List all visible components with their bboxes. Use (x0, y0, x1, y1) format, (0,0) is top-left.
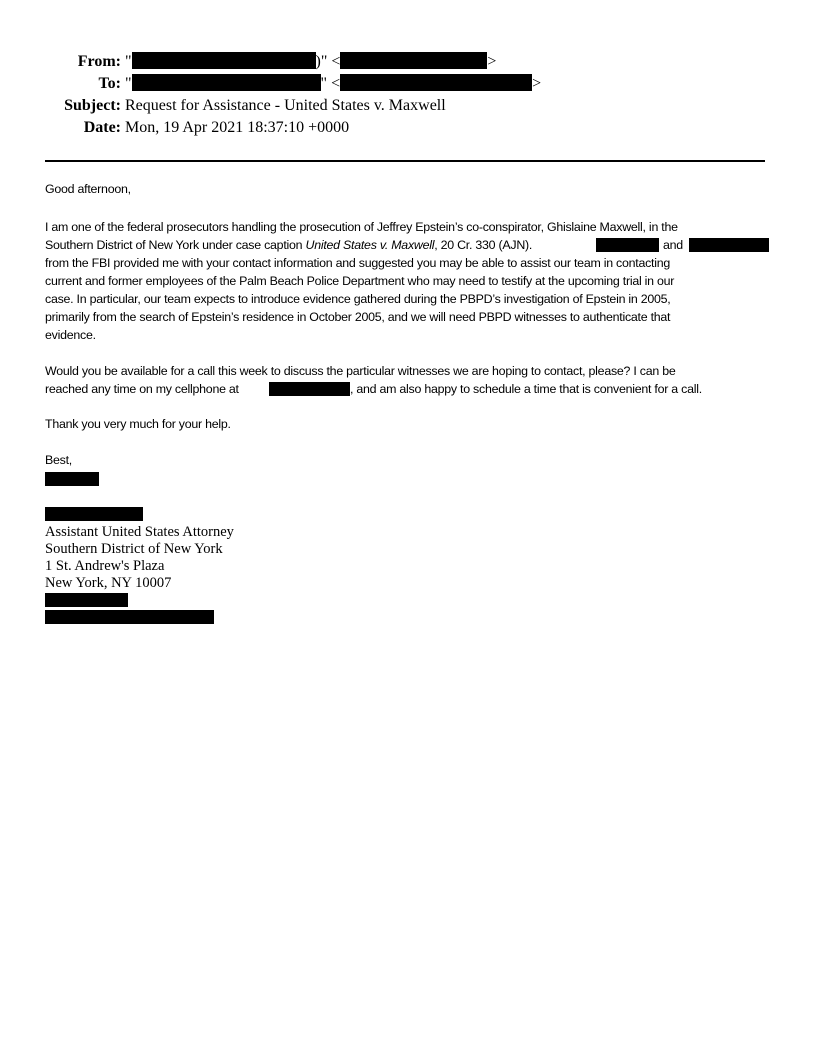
redaction (340, 52, 487, 69)
redaction (45, 472, 99, 486)
date-label: Date: (83, 119, 121, 136)
redaction (45, 507, 143, 521)
from-row: From: " )" < > (0, 52, 496, 72)
signature-street: 1 St. Andrew's Plaza (45, 558, 165, 574)
signature-city: New York, NY 10007 (45, 575, 172, 591)
body-line (45, 236, 532, 254)
greeting: Good afternoon, (45, 182, 131, 196)
date-value: Mon, 19 Apr 2021 18:37:10 +0000 (125, 119, 350, 136)
body-line: reached any time on my cellphone at (45, 382, 239, 396)
redaction (596, 238, 659, 252)
date-row (0, 118, 349, 138)
body-line: current and former employees of the Palm Beach Police Department who may need to testify at the upcoming trial in our (45, 274, 675, 288)
case-caption: United States v. Maxwell (305, 238, 435, 252)
redaction (45, 593, 128, 607)
subject-value: Request for Assistance - United States v. Maxwell (125, 97, 446, 114)
to-label: To: (98, 75, 121, 92)
subject-label: Subject: (64, 97, 121, 114)
body-line: evidence. (45, 328, 96, 342)
signature-title: Assistant United States Attorney (45, 524, 234, 540)
body-line: from the FBI provided me with your contact information and suggested you may be able to assist our team in contacting (45, 256, 671, 270)
body-line: case. In particular, our team expects to introduce evidence gathered during the PBPD’s investigation of Epstein in 2005, (45, 292, 671, 306)
text: and (663, 238, 683, 252)
to-row: To: " " < > (0, 74, 541, 94)
body-line: , and am also happy to schedule a time that is convenient for a call. (350, 382, 702, 396)
redaction (269, 382, 350, 396)
redaction (45, 610, 214, 624)
from-label: From: (77, 53, 121, 70)
text: Southern District of New York under case caption (45, 238, 306, 252)
signature-office: Southern District of New York (45, 541, 223, 557)
thanks-line: Thank you very much for your help. (45, 417, 231, 431)
subject-row (0, 96, 446, 116)
body-line: primarily from the search of Epstein’s residence in October 2005, and we will need PBPD witnesses to authenticate that (45, 310, 671, 324)
redaction (132, 74, 321, 91)
text: , 20 Cr. 330 (AJN). (434, 238, 533, 252)
body-line: Would you be available for a call this week to discuss the particular witnesses we are hoping to contact, please? I can be (45, 364, 676, 378)
redaction (340, 74, 532, 91)
header-divider (45, 160, 765, 162)
redaction (132, 52, 316, 69)
body-line: I am one of the federal prosecutors handling the prosecution of Jeffrey Epstein’s co-conspirator, Ghislaine Maxwell, in the (45, 220, 678, 234)
closing: Best, (45, 453, 72, 467)
redaction (689, 238, 769, 252)
